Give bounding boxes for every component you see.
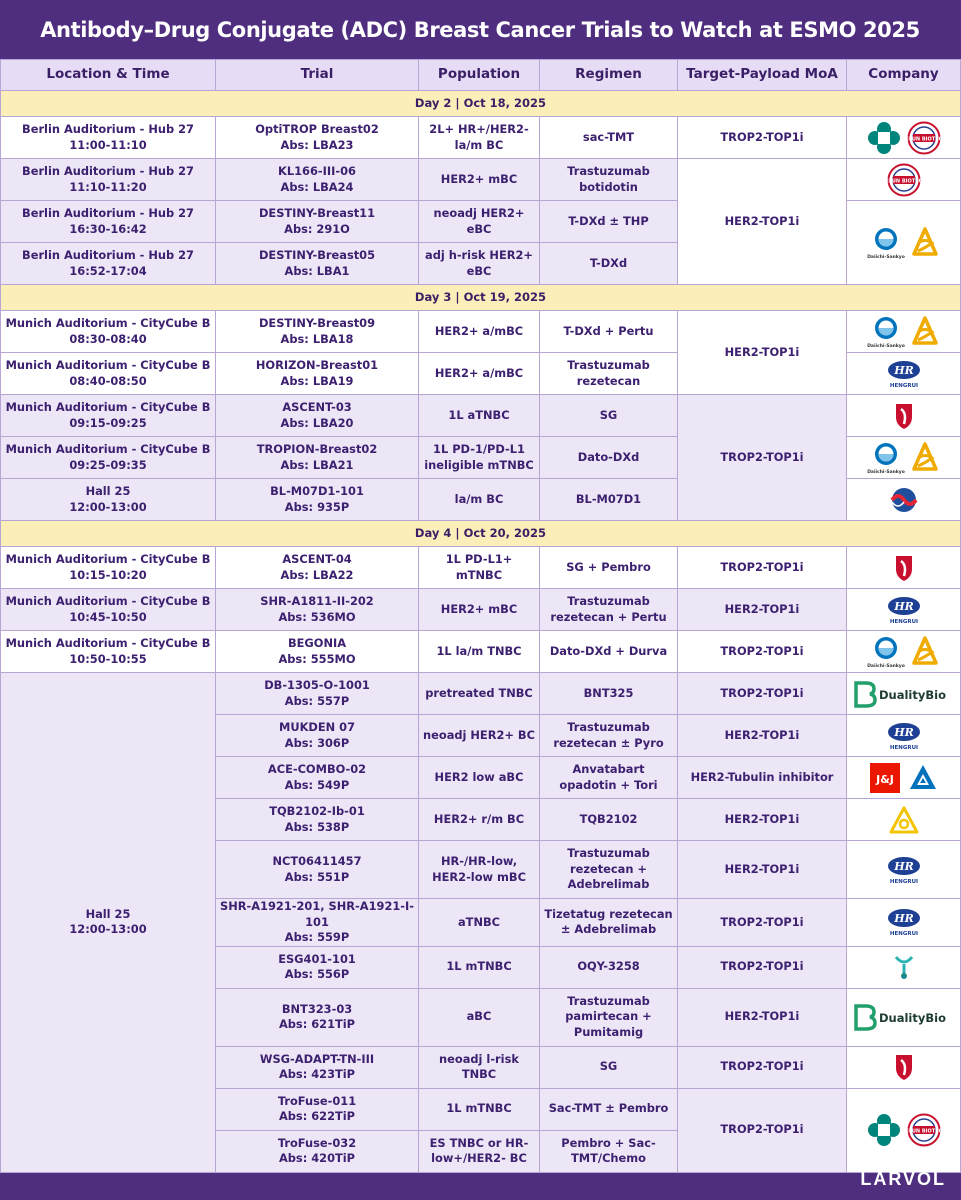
footer [0,1160,960,1200]
abstract-id: Abs: 621TiP [278,1017,356,1031]
trial-cell [216,988,419,1046]
population-cell: HR-/HR-low, HER2-low mBC [419,841,540,899]
trial-name: NCT06411457 [272,854,362,868]
company-cell [847,117,961,159]
time: 11:10-11:20 [69,179,147,194]
location: Munich Auditorium - CityCube B [5,316,211,330]
abstract-id: Abs: 291O [284,221,350,236]
astrazeneca-logo [910,315,940,349]
svg-text:Daiichi-Sankyo: Daiichi-Sankyo [866,469,905,475]
trial-name: BNT323-03 [281,1001,353,1016]
location: Munich Auditorium - CityCube B [5,594,211,608]
table-row [1,631,961,673]
moa-cell: TROP2-TOP1i [678,117,847,159]
location: Munich Auditorium - CityCube B [5,400,211,414]
svg-text:HR: HR [893,725,914,739]
regimen-cell: Dato-DXd [540,437,678,479]
population-cell: aBC [419,988,540,1046]
col-header-population: Population [419,60,540,91]
trial-name: TQB2102-Ib-01 [269,804,365,818]
trial-name: DESTINY-Breast11 [258,206,376,220]
astrazeneca-logo [910,635,940,669]
table-row [1,311,961,353]
trial-name: MUKDEN 07 [279,720,355,734]
biokin-logo [886,486,922,514]
col-header-trial: Trial [216,60,419,91]
trial-name: DESTINY-Breast09 [258,316,376,330]
location-time-cell [1,243,216,285]
trial-name: SHR-A1921-201, SHR-A1921-I-101 [220,899,414,929]
regimen-cell: Trastuzumab pamirtecan + Pumitamig [540,988,678,1046]
trial-name: TroFuse-011 [277,1093,357,1108]
gilead-logo [892,553,916,583]
time: 16:30-16:42 [69,221,147,236]
company-cell [847,395,961,437]
jnj-logo [869,762,901,794]
trial-cell [216,946,419,988]
company-cell [847,899,961,947]
location-time-cell [1,117,216,159]
trial-cell [216,479,419,521]
day-row [1,285,961,311]
time: 12:00-13:00 [69,499,147,514]
trial-name: SHR-A1811-II-202 [260,594,374,608]
svg-text:Daiichi-Sankyo: Daiichi-Sankyo [866,254,905,260]
svg-text:HENGRUI: HENGRUI [889,382,918,389]
trial-name: HORIZON-Breast01 [255,358,379,372]
population-cell: 1L la/m TNBC [419,631,540,673]
title-bar [0,0,960,59]
regimen-cell: T-DXd [540,243,678,285]
time: 10:45-10:50 [69,609,147,624]
location: Berlin Auditorium - Hub 27 [22,164,194,178]
ambrx-logo [907,762,939,794]
population-cell: HER2+ a/mBC [419,353,540,395]
dualitybio-logo [852,1002,956,1032]
location: Munich Auditorium - CityCube B [5,552,211,566]
moa-cell: HER2-TOP1i [678,988,847,1046]
regimen-cell: Pembro + Sac-TMT/Chemo [540,1130,678,1172]
abstract-id: Abs: 559P [284,930,350,944]
moa-cell: HER2-TOP1i [678,589,847,631]
col-header-location: Location & Time [1,60,216,91]
trial-cell [216,1046,419,1088]
regimen-cell: Tizetatug rezetecan ± Adebrelimab [540,899,678,947]
population-cell: adj h-risk HER2+ eBC [419,243,540,285]
population-cell: pretreated TNBC [419,673,540,715]
company-cell [847,988,961,1046]
svg-text:HENGRUI: HENGRUI [889,931,918,938]
location-time-cell [1,631,216,673]
location-time-cell [1,589,216,631]
regimen-cell: Trastuzumab rezetecan + Adebrelimab [540,841,678,899]
daiichi-sankyo-logo [868,634,904,670]
col-header-company: Company [847,60,961,91]
astrazeneca-logo [910,226,940,260]
abstract-id: Abs: LBA20 [280,415,354,430]
regimen-cell: BNT325 [540,673,678,715]
trial-cell [216,715,419,757]
company-cell [847,479,961,521]
moa-cell: TROP2-TOP1i [678,1088,847,1172]
trial-name: ACE-COMBO-02 [267,762,367,776]
table-row [1,547,961,589]
moa-cell: TROP2-TOP1i [678,547,847,589]
company-cell [847,547,961,589]
location: Hall 25 [85,906,131,921]
regimen-cell: BL-M07D1 [540,479,678,521]
population-cell: la/m BC [419,479,540,521]
moa-cell: HER2-TOP1i [678,841,847,899]
moa-cell: TROP2-TOP1i [678,899,847,947]
hengrui-logo [886,595,922,625]
location: Berlin Auditorium - Hub 27 [22,122,194,136]
trial-name: WSG-ADAPT-TN-III [259,1051,375,1066]
population-cell: HER2+ mBC [419,589,540,631]
table-row [1,589,961,631]
trial-cell [216,243,419,285]
day-label: Day 3 | Oct 19, 2025 [1,285,961,311]
trial-name: BL-M07D1-101 [270,484,364,498]
kelun-logo [901,121,946,155]
company-cell [847,841,961,899]
col-header-regimen: Regimen [540,60,678,91]
time: 16:52-17:04 [69,263,147,278]
company-cell [847,311,961,353]
population-cell: 2L+ HR+/HER2- la/m BC [419,117,540,159]
population-cell: HER2+ a/mBC [419,311,540,353]
svg-text:J&J: J&J [875,772,894,786]
population-cell: 1L aTNBC [419,395,540,437]
svg-text:HENGRUI: HENGRUI [889,744,918,751]
svg-text:HENGRUI: HENGRUI [889,618,918,625]
kelun-logo [881,163,926,197]
regimen-cell: T-DXd + Pertu [540,311,678,353]
location-time-cell [1,201,216,243]
abstract-id: Abs: 935P [284,499,350,514]
company-cell [847,757,961,799]
company-cell [847,159,961,201]
company-cell [847,353,961,395]
astrazeneca-logo [910,441,940,475]
trial-name: ESG401-101 [278,951,356,966]
population-cell: HER2 low aBC [419,757,540,799]
svg-text:Daiichi-Sankyo: Daiichi-Sankyo [866,343,905,349]
abstract-id: Abs: 536MO [278,609,356,624]
population-cell: neoadj HER2+ eBC [419,201,540,243]
trial-cell [216,757,419,799]
regimen-cell: TQB2102 [540,799,678,841]
abstract-id: Abs: LBA21 [280,457,354,472]
merck-logo [867,1113,901,1147]
daiichi-sankyo-logo [868,225,904,261]
hengrui-logo [886,359,922,389]
company-cell [847,589,961,631]
time: 09:25-09:35 [69,457,147,472]
location: Munich Auditorium - CityCube B [5,358,211,372]
population-cell: 1L PD-1/PD-L1 ineligible mTNBC [419,437,540,479]
gilead-logo [892,401,916,431]
trial-cell [216,201,419,243]
abstract-id: Abs: 549P [284,777,350,792]
moa-cell: TROP2-TOP1i [678,631,847,673]
svg-text:KELUN BIOTECH: KELUN BIOTECH [901,136,946,142]
location-time-cell [1,437,216,479]
company-cell [847,946,961,988]
hengrui-logo [886,907,922,937]
population-cell: HER2+ r/m BC [419,799,540,841]
location: Munich Auditorium - CityCube B [5,442,211,456]
company-cell [847,201,961,285]
abstract-id: Abs: LBA22 [280,567,354,582]
hengrui-logo [886,721,922,751]
trial-cell [216,673,419,715]
moa-cell: HER2-TOP1i [678,799,847,841]
moa-cell: HER2-TOP1i [678,715,847,757]
table-row [1,117,961,159]
regimen-cell: Trastuzumab botidotin [540,159,678,201]
dualitybio-logo [852,679,956,709]
population-cell: aTNBC [419,899,540,947]
abstract-id: Abs: 557P [284,693,350,708]
moa-cell: TROP2-TOP1i [678,946,847,988]
abstract-id: Abs: LBA18 [280,331,354,346]
trial-cell [216,159,419,201]
day-label: Day 4 | Oct 20, 2025 [1,521,961,547]
svg-text:HR: HR [893,912,914,926]
abstract-id: Abs: LBA24 [280,179,354,194]
chia-tai-tianqing-logo [888,805,920,835]
regimen-cell: Sac-TMT ± Pembro [540,1088,678,1130]
moa-cell: TROP2-TOP1i [678,1046,847,1088]
trials-table [0,59,961,1173]
day-row [1,521,961,547]
population-cell: neoadj l-risk TNBC [419,1046,540,1088]
moa-cell: TROP2-TOP1i [678,673,847,715]
svg-text:DualityBio: DualityBio [878,687,946,702]
abstract-id: Abs: 306P [284,735,350,750]
population-cell: 1L PD-L1+ mTNBC [419,547,540,589]
population-cell: ES TNBC or HR-low+/HER2- BC [419,1130,540,1172]
svg-text:HR: HR [893,599,914,613]
trial-cell [216,311,419,353]
time: 12:00-13:00 [69,922,147,937]
abstract-id: Abs: 555MO [278,651,356,666]
time: 09:15-09:25 [69,415,147,430]
day-label: Day 2 | Oct 18, 2025 [1,91,961,117]
trial-cell [216,1088,419,1130]
svg-text:DualityBio: DualityBio [878,1011,946,1025]
abstract-id: Abs: 420TiP [278,1151,356,1165]
time: 10:15-10:20 [69,567,147,582]
time: 11:00-11:10 [69,137,147,152]
svg-text:Daiichi-Sankyo: Daiichi-Sankyo [866,663,905,669]
trials-table-container [0,59,960,1165]
regimen-cell: Trastuzumab rezetecan [540,353,678,395]
svg-text:HR: HR [893,363,914,377]
trial-name: DB-1305-O-1001 [264,678,370,692]
location-time-cell [1,395,216,437]
gilead-logo [892,1052,916,1082]
trial-cell [216,437,419,479]
abstract-id: Abs: 551P [284,869,350,884]
table-row [1,673,961,715]
escugen-logo [891,953,917,981]
trial-name: TROPION-Breast02 [256,442,378,456]
abstract-id: Abs: LBA1 [284,263,350,278]
trial-name: KL166-III-06 [278,164,356,178]
trial-name: BEGONIA [287,636,347,650]
regimen-cell: Trastuzumab rezetecan + Pertu [540,589,678,631]
moa-cell: HER2-TOP1i [678,311,847,395]
regimen-cell: OQY-3258 [540,946,678,988]
location: Munich Auditorium - CityCube B [5,636,211,650]
trial-cell [216,899,419,947]
regimen-cell: Anvatabart opadotin + Tori [540,757,678,799]
trial-cell [216,547,419,589]
trial-cell [216,631,419,673]
daiichi-sankyo-logo [868,440,904,476]
location: Berlin Auditorium - Hub 27 [22,248,194,262]
location: Berlin Auditorium - Hub 27 [22,206,194,220]
population-cell: HER2+ mBC [419,159,540,201]
abstract-id: Abs: LBA19 [280,373,354,388]
time: 08:30-08:40 [69,331,147,346]
location-time-cell [1,311,216,353]
regimen-cell: SG + Pembro [540,547,678,589]
population-cell: neoadj HER2+ BC [419,715,540,757]
abstract-id: Abs: 622TiP [278,1109,356,1123]
hengrui-logo [886,855,922,885]
abstract-id: Abs: 556P [284,967,350,981]
company-cell [847,437,961,479]
page-title: Antibody–Drug Conjugate (ADC) Breast Cancer Trials to Watch at ESMO 2025 [40,17,920,42]
moa-cell: TROP2-TOP1i [678,395,847,521]
regimen-cell: Trastuzumab rezetecan ± Pyro [540,715,678,757]
regimen-cell: Dato-DXd + Durva [540,631,678,673]
abstract-id: Abs: 423TiP [278,1067,356,1081]
trial-cell [216,395,419,437]
company-cell [847,1046,961,1088]
trial-cell [216,353,419,395]
regimen-cell: T-DXd ± THP [540,201,678,243]
regimen-cell: sac-TMT [540,117,678,159]
table-row [1,395,961,437]
moa-cell: HER2-TOP1i [678,159,847,285]
company-cell [847,799,961,841]
regimen-cell: SG [540,1046,678,1088]
location-time-cell [1,479,216,521]
location-time-cell [1,353,216,395]
moa-cell: HER2-Tubulin inhibitor [678,757,847,799]
location-time-cell [1,547,216,589]
col-header-moa: Target-Payload MoA [678,60,847,91]
trial-name: TroFuse-032 [277,1135,357,1150]
svg-text:KELUN BIOTECH: KELUN BIOTECH [901,1128,946,1135]
table-row [1,159,961,201]
trial-cell [216,589,419,631]
merck-logo [867,121,901,155]
trial-name: DESTINY-Breast05 [258,248,376,262]
regimen-cell: SG [540,395,678,437]
company-cell [847,631,961,673]
abstract-id: Abs: LBA23 [280,137,354,152]
kelun-logo [901,1113,946,1147]
daiichi-sankyo-logo [868,314,904,350]
trial-name: ASCENT-03 [282,400,352,414]
trial-cell [216,841,419,899]
trial-cell [216,117,419,159]
header-row [1,60,961,91]
trial-name: OptiTROP Breast02 [255,122,379,136]
time: 10:50-10:55 [69,651,147,666]
trial-name: ASCENT-04 [282,552,352,566]
population-cell: 1L mTNBC [419,1088,540,1130]
location: Hall 25 [85,484,131,498]
svg-text:KELUN BIOTECH: KELUN BIOTECH [881,178,926,184]
company-cell [847,715,961,757]
company-cell [847,673,961,715]
location-time-cell [1,673,216,1173]
abstract-id: Abs: 538P [284,819,350,834]
larvol-logo: LARVOL [860,1169,946,1189]
svg-text:HR: HR [893,859,914,873]
day-row [1,91,961,117]
location-time-cell [1,159,216,201]
time: 08:40-08:50 [69,373,147,388]
svg-text:HENGRUI: HENGRUI [889,878,918,885]
trial-cell [216,799,419,841]
population-cell: 1L mTNBC [419,946,540,988]
